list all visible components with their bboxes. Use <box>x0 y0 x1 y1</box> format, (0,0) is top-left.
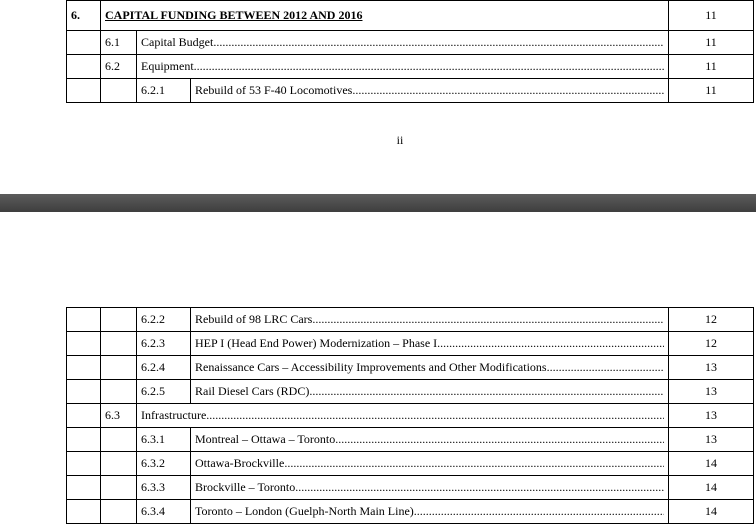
toc-page-number: 13 <box>669 380 754 404</box>
toc-entry-label: Renaissance Cars – Accessibility Improvements and Other Modifications <box>195 360 547 374</box>
dot-leader <box>414 504 664 519</box>
dot-leader <box>194 59 664 74</box>
toc-row[interactable] <box>67 356 754 380</box>
toc-row[interactable] <box>67 55 754 79</box>
toc-level1-number: 6.1 <box>101 31 137 55</box>
toc-page-number: 11 <box>669 79 754 103</box>
dot-leader <box>284 456 664 471</box>
toc-indent <box>67 452 101 476</box>
toc-entry-label: Rebuild of 98 LRC Cars <box>195 312 313 326</box>
toc-level2-number: 6.2.5 <box>137 380 191 404</box>
toc-table-bottom <box>66 307 754 524</box>
toc-level1-number: 6.2 <box>101 55 137 79</box>
toc-level1-number <box>101 332 137 356</box>
toc-page-number: 14 <box>669 476 754 500</box>
document-page-bottom <box>0 212 756 521</box>
toc-level2-number: 6.2.2 <box>137 308 191 332</box>
toc-row[interactable] <box>67 476 754 500</box>
toc-page-number: 14 <box>669 500 754 524</box>
toc-indent <box>67 500 101 524</box>
toc-page-number: 13 <box>669 404 754 428</box>
toc-entry-label: Ottawa-Brockville <box>195 456 285 470</box>
toc-page-number: 13 <box>669 428 754 452</box>
dot-leader <box>295 480 664 495</box>
toc-level1-number <box>101 380 137 404</box>
dot-leader <box>335 432 664 447</box>
toc-entry-label: Infrastructure <box>141 408 207 422</box>
toc-table-top <box>66 0 754 103</box>
toc-level1-number <box>101 476 137 500</box>
toc-level2-number: 6.3.3 <box>137 476 191 500</box>
toc-level2-number: 6.2.4 <box>137 356 191 380</box>
section-number: 6. <box>67 1 101 31</box>
dot-leader <box>213 35 664 50</box>
toc-level1-number <box>101 79 137 103</box>
toc-page-number: 14 <box>669 452 754 476</box>
toc-entry-label: Montreal – Ottawa – Toronto <box>195 432 336 446</box>
toc-indent <box>67 428 101 452</box>
page-separator <box>0 194 756 214</box>
toc-level2-number: 6.3.4 <box>137 500 191 524</box>
toc-level1-number <box>101 500 137 524</box>
toc-level1-number <box>101 308 137 332</box>
section-title: CAPITAL FUNDING BETWEEN 2012 AND 2016 <box>101 1 669 31</box>
toc-entry-label: Rail Diesel Cars (RDC) <box>195 384 310 398</box>
toc-entry-label: Rebuild of 53 F-40 Locomotives <box>195 83 353 97</box>
toc-level2-number: 6.3.2 <box>137 452 191 476</box>
toc-level1-number <box>101 356 137 380</box>
toc-entry-label: Brockville – Toronto <box>195 480 296 494</box>
toc-indent <box>67 79 101 103</box>
toc-indent <box>67 356 101 380</box>
dot-leader <box>437 336 664 351</box>
toc-entry-label: HEP I (Head End Power) Modernization – Phase I <box>195 336 438 350</box>
toc-level2-number: 6.2.1 <box>137 79 191 103</box>
toc-row[interactable] <box>67 79 754 103</box>
toc-row[interactable] <box>67 500 754 524</box>
dot-leader <box>352 83 664 98</box>
toc-level1-number: 6.3 <box>101 404 137 428</box>
toc-entry-label: Toronto – London (Guelph-North Main Line) <box>195 504 414 518</box>
dot-leader <box>312 312 664 327</box>
toc-indent <box>67 380 101 404</box>
toc-row[interactable] <box>67 380 754 404</box>
toc-indent <box>67 332 101 356</box>
toc-level2-number: 6.2.3 <box>137 332 191 356</box>
toc-indent <box>67 476 101 500</box>
toc-row[interactable] <box>67 31 754 55</box>
toc-indent <box>67 404 101 428</box>
toc-indent <box>67 308 101 332</box>
page-number: ii <box>396 133 404 147</box>
toc-row[interactable] <box>67 452 754 476</box>
toc-indent <box>67 31 101 55</box>
toc-entry-label: Equipment <box>141 59 194 73</box>
dot-leader <box>309 384 664 399</box>
section-page: 11 <box>669 1 754 31</box>
toc-entry-label: Capital Budget <box>141 35 214 49</box>
toc-page-number: 11 <box>669 31 754 55</box>
toc-row[interactable] <box>67 332 754 356</box>
toc-page-number: 13 <box>669 356 754 380</box>
toc-row[interactable] <box>67 428 754 452</box>
toc-page-number: 12 <box>669 308 754 332</box>
toc-page-number: 12 <box>669 332 754 356</box>
toc-level1-number <box>101 452 137 476</box>
dot-leader <box>547 360 664 375</box>
toc-indent <box>67 55 101 79</box>
toc-level2-number: 6.3.1 <box>137 428 191 452</box>
toc-row[interactable] <box>67 404 754 428</box>
document-page-top <box>0 0 756 194</box>
dot-leader <box>206 408 664 423</box>
toc-section-row[interactable] <box>67 1 754 31</box>
toc-row[interactable] <box>67 308 754 332</box>
toc-page-number: 11 <box>669 55 754 79</box>
toc-level1-number <box>101 428 137 452</box>
